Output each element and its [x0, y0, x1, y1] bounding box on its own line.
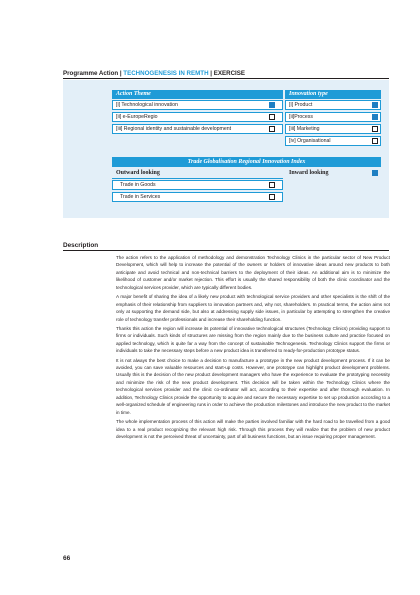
innovation-type-label: [iv] Organisational [289, 138, 331, 144]
description-paragraph: The whole implementation process of this action will make the parties involved familiar with the hard road to be travelled from a good idea to a real product recognizing the relevant high risk. Through this process they will realize that the problem of new product development is not the perceived threat of uncertainty, part of all business functions, but an issue requiring proper management. [116, 419, 390, 439]
title-accent: TECHNOGENESIS IN REMTH [123, 70, 209, 77]
page-number: 66 [63, 555, 71, 562]
innovation-type-label: [i] Product [289, 102, 313, 108]
action-theme-item [112, 124, 283, 134]
innovation-type-header: Innovation type [285, 90, 381, 99]
title-prefix: Programme Action | [63, 70, 124, 77]
index-item-label: Trade in Services [120, 194, 161, 200]
title-rule [63, 78, 389, 79]
innovation-type-label: [ii]Process [289, 114, 313, 120]
title-suffix: | EXERCISE [208, 70, 246, 77]
description-heading: Description [63, 242, 99, 249]
description-paragraph: The action refers to the application of methodology and demonstration Technology Clinics in the particular sector of New Product Development, which will help to increase the potential of the owners or holders of innovative ideas around new products to both anticipate and avoid technical and non-technical barriers to the deployment of their ideas. An additional aim is to minimize the likelihood of customer and/or market rejection. This effort is usually the shared responsibility of both the clinic coordinator and the technological services provider, which are typically different bodies. [116, 255, 390, 290]
action-theme-label: [iii] Regional identity and sustainable development [116, 126, 232, 132]
index-item [112, 180, 283, 190]
action-theme-label: [i] Technological innovation [116, 102, 178, 108]
description-paragraph: A major benefit of sharing the idea of a likely new product with technological service providers and other specialists is the shift of the emphasis of their relationship from suppliers to innovation partners and, why not, shareholders. In practical terms, the action aims not only at supporting the demand side, but also at addressing supply side issues, in particular by attempting to strengthen the creative role of technology transfer professionals and increase their shareholding function. [116, 294, 390, 322]
index-item-label: Trade in Goods [120, 182, 156, 188]
checkbox-marketing[interactable] [372, 126, 378, 132]
action-theme-header: Action Theme [112, 90, 283, 99]
checkbox-trade-in-services[interactable] [269, 194, 275, 200]
innovation-type-item [285, 112, 381, 122]
checkbox-technological-innovation[interactable] [269, 102, 275, 108]
index-header: Trade Globalisation Regional Innovation Index [112, 157, 381, 167]
checkbox-e-europeregio[interactable] [269, 114, 275, 120]
description-rule [63, 250, 389, 251]
description-paragraph: It is not always the best choice to make a decision to manufacture a prototype in the new product development process. If it can be avoided, you can save valuable resources and start-up costs. However, one prototype can highlight product development problems. Usually this is the decision of the new product development managers who have the experience to evaluate the prototyping necessity and minimize the risk of the new product development. This decision will be taken within the Technology Clinics where the technological services provider and the clinic co-ordinator will act, according to their expertise and after thorough evaluation. In addition, Technology Clinics provide the opportunity to acquire and secure the necessary expertise to set up production according to a well-organized schedule of engineering runs in order to achieve the production milestones and introduce the new product to the market in time. [116, 357, 390, 415]
index-item [112, 192, 283, 202]
exercise-panel [63, 80, 389, 218]
page-title [63, 70, 245, 77]
checkbox-organisational[interactable] [372, 138, 378, 144]
checkbox-inward-looking[interactable] [372, 170, 378, 176]
outward-looking-label: Outward looking [112, 168, 283, 179]
action-theme-label: [ii] e-EuropeRegio [116, 114, 158, 120]
inward-looking-label: Inward looking [289, 170, 329, 176]
action-theme-item [112, 100, 283, 110]
checkbox-trade-in-goods[interactable] [269, 182, 275, 188]
checkbox-product[interactable] [372, 102, 378, 108]
action-theme-item [112, 112, 283, 122]
innovation-type-item [285, 124, 381, 134]
innovation-type-item [285, 100, 381, 110]
checkbox-process[interactable] [372, 114, 378, 120]
innovation-type-label: [iii] Marketing [289, 126, 320, 132]
description-body [116, 254, 390, 442]
innovation-type-item [285, 136, 381, 146]
checkbox-regional-identity[interactable] [269, 126, 275, 132]
description-paragraph: Thanks this action the region will increase its potential of innovative technological structures (Technology Clinics) providing support to firms or individuals. Such kinds of structures are missing from the region mainly due to the business culture and practice focused on applied technology, which is quite far a way from the concept of sustainable Technogenesis. Technology Clinics support the firms or individuals to take the necessary steps before a new product idea is transferred to ready-for-production prototype status. [116, 325, 390, 354]
